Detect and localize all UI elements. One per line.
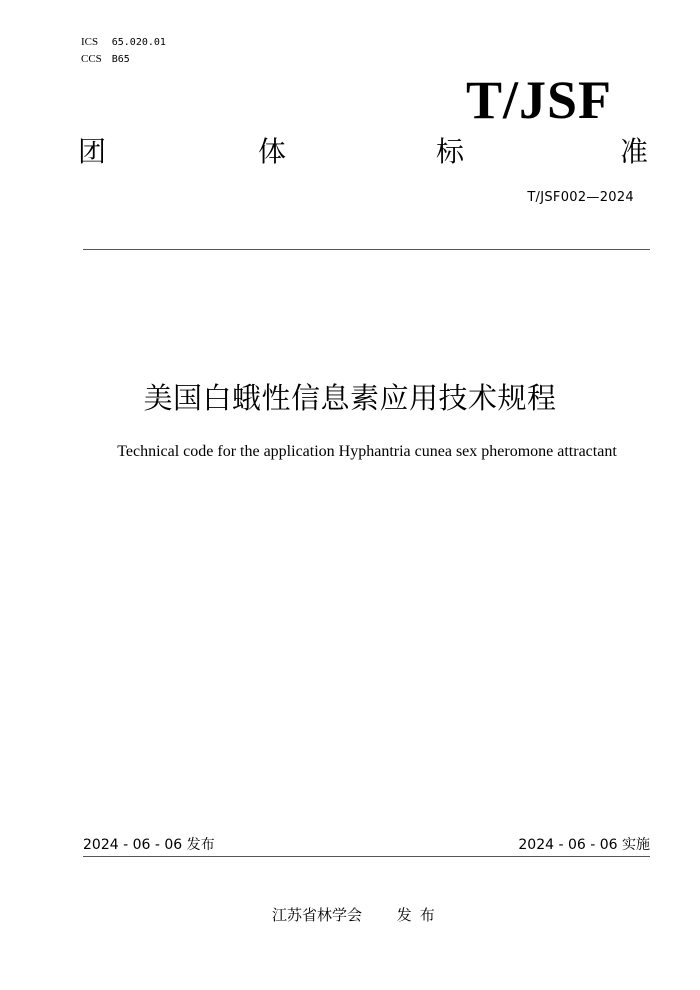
standard-number: T/JSF002—2024 [527,190,634,205]
standard-type-char: 标 [436,135,465,168]
implement-date: 2024 - 06 - 06 实施 [518,837,650,853]
issuer-name: 江苏省林学会 [272,906,363,924]
title-chinese: 美国白蛾性信息素应用技术规程 [143,381,557,415]
ccs-row [81,51,166,68]
bottom-divider [83,856,650,857]
standard-type-char: 体 [258,135,287,168]
standard-type-char: 团 [78,135,107,168]
top-divider [83,249,650,250]
organization-logo-text: T/JSF [465,70,612,130]
classification-codes [81,34,166,68]
ics-row [81,34,166,51]
issuer-line [272,904,443,925]
publish-date: 2024 - 06 - 06 发布 [83,837,215,853]
title-english: Technical code for the application Hyphantria cunea sex pheromone attractant [117,443,617,460]
ccs-value: B65 [111,54,130,65]
standard-type-char: 准 [619,135,648,168]
ics-value: 65.020.01 [111,37,166,48]
ccs-label: CCS [81,53,102,65]
issue-word: 发布 [396,906,443,924]
standard-type-heading [78,134,648,174]
ics-label: ICS [81,36,99,48]
